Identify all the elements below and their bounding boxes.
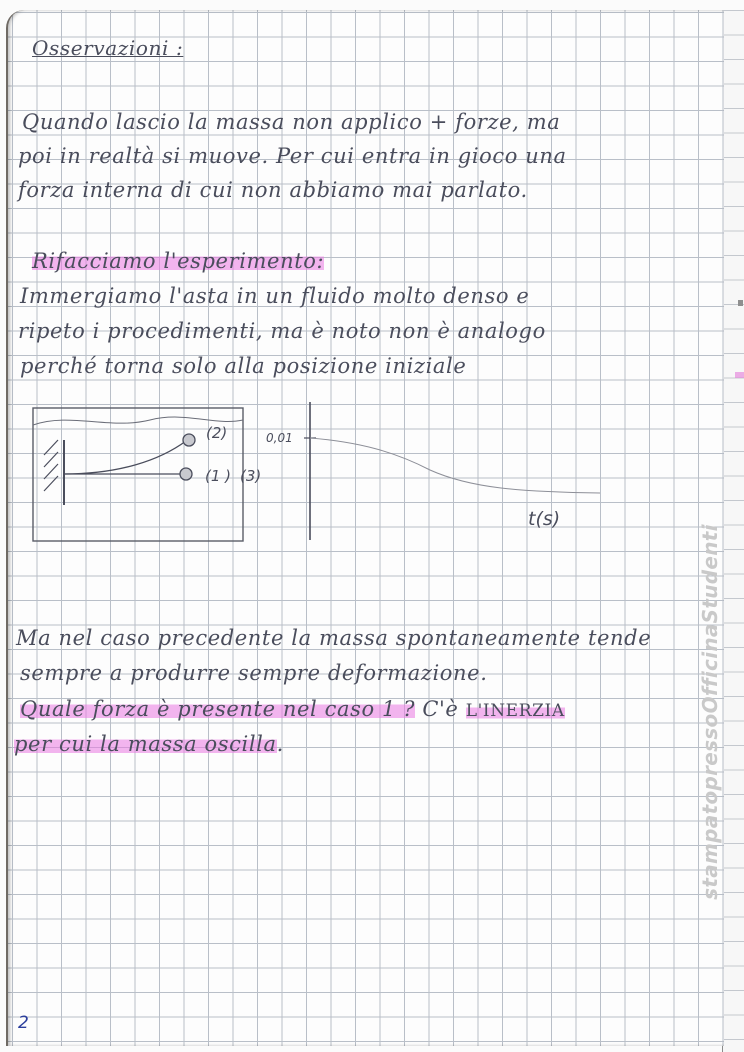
label-position-3: (3) (240, 467, 262, 485)
graph-y-value-label: 0,01 (266, 431, 293, 445)
wall-hatching (44, 440, 58, 491)
label-position-1: (1 ) (205, 467, 232, 485)
watermark: stampatopressoOfficinaStudenti (698, 524, 722, 900)
label-position-2: (2) (206, 424, 228, 442)
question-text: Quale forza è presente nel caso 1 ? (20, 697, 416, 721)
paragraph3-line2: sempre a produrre sempre deformazione. (20, 661, 488, 685)
notes-heading: Osservazioni : (32, 36, 184, 60)
conclusion-line: per cui la massa oscilla. (14, 732, 284, 756)
rod-bent-position (64, 441, 186, 474)
mass-position-2 (183, 434, 195, 446)
answer-lead: C'è (422, 697, 459, 721)
section-heading: Rifacciamo l'esperimento: (32, 249, 325, 273)
decay-curve (310, 438, 600, 493)
paragraph2-line3-text: perché torna solo alla posizione iniziale (20, 354, 467, 378)
conclusion-text: per cui la massa oscilla (14, 732, 277, 756)
paragraph1-line2: poi in realtà si muove. Per cui entra in gioco una (18, 144, 567, 168)
question-line (20, 697, 565, 721)
paragraph1-line3: forza interna di cui non abbiamo mai parlato. (18, 178, 528, 202)
page-number: 2 (18, 1013, 29, 1033)
mass-position-1 (180, 468, 192, 480)
inertia-keyword: L'INERZIA (465, 701, 565, 721)
paragraph2-line1: Immergiamo l'asta in un fluido molto denso e (20, 284, 530, 308)
paragraph1-line1: Quando lascio la massa non applico + forze, ma (22, 110, 561, 134)
paragraph2-line2: ripeto i procedimenti, ma è noto non è analogo (18, 319, 546, 343)
graph-x-axis-label: t(s) (528, 508, 561, 530)
paragraph3-line1: Ma nel caso precedente la massa spontaneamente tende (16, 626, 652, 650)
